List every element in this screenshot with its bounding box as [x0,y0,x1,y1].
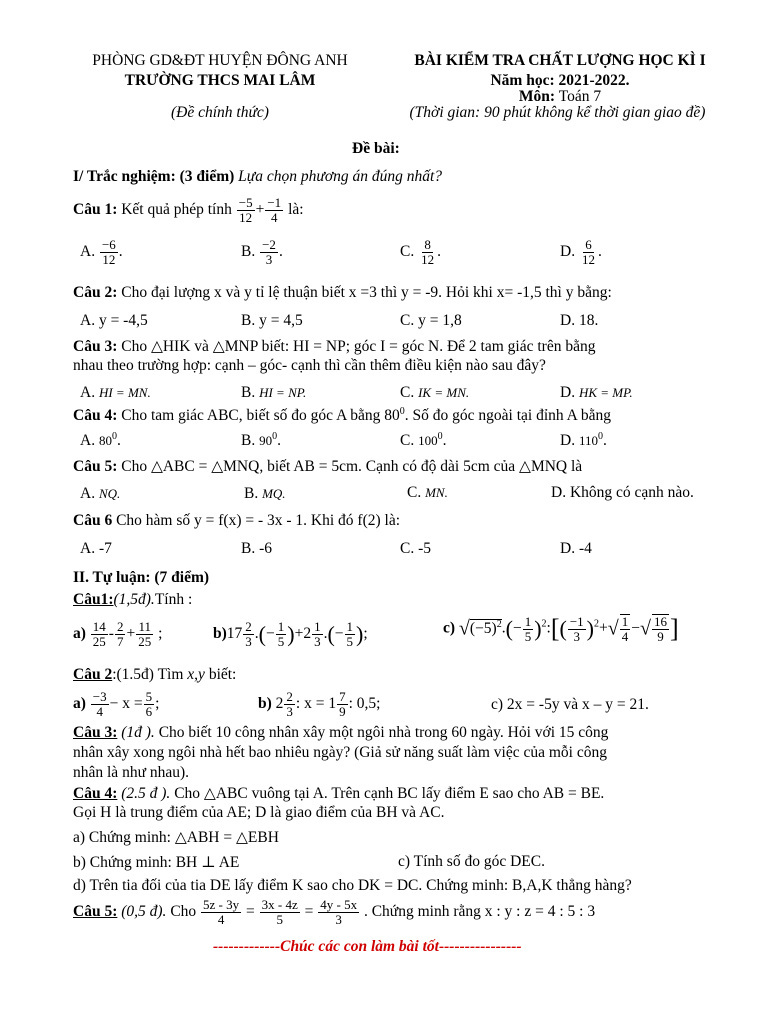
t5-text: Cho [170,903,197,921]
q1-label: Câu 1: [73,201,118,219]
question-3 [73,337,595,356]
t1-part-a: a) $\frac{14}{25}$ - $\frac{2}{7}$ + $\frac{11}{25}$ ; [73,619,163,649]
q4-label: Câu 4: [73,407,118,425]
q6-text: Cho hàm số y = f(x) = - 3x - 1. Khi đó f(2) là: [116,512,401,529]
q1-option-c: C. $\frac{8}{12}$ . [400,237,441,267]
t2-score: :(1.5đ) [112,666,154,683]
q2-option-c: C. y = 1,8 [400,312,462,329]
q3-text-2: nhau theo trường hợp: cạnh – góc- cạnh thì cần thêm điều kiện nào sau đây? [73,357,546,374]
department-name: PHÒNG GD&ĐT HUYỆN ĐÔNG ANH [92,52,348,69]
question-4 [73,406,611,425]
t1-text: Tính : [154,591,193,608]
t4-part-c: c) Tính số đo góc DEC. [398,853,545,870]
q6-option-a: A. -7 [80,540,112,557]
t3-text-3: nhân là như nhau). [73,764,190,781]
q5-text: Cho △ABC = △MNQ, biết AB = 5cm. Cạnh có độ dài 5cm của △MNQ là [121,458,583,475]
q3-option-b: B. HI = NP. [241,384,307,401]
q4-degree: 0 [399,406,405,417]
q4-text: Cho tam giác ABC, biết số đo góc A bằng 80 [121,407,400,425]
essay-5: Câu 5: (0,5 đ). Cho $\frac{5z - 3y}{4}$ = $\frac{3x - 4z}{5}$ = $\frac{4y - 5x}{3}$ . Chứng minh rằng x : y : z = 4 : 5 : 3 [73,897,596,927]
t5-label: Câu 5: [73,903,118,921]
t2-text-end: biết: [208,666,237,683]
q3-option-c: C. IK = MN. [400,384,470,401]
q1-option-d: D. $\frac{6}{12}$ . [560,237,602,267]
t4-label: Câu 4: [73,785,118,802]
q6-label: Câu 6 [73,512,113,529]
q5-option-b: B. MQ. [244,485,286,502]
question-1 [73,196,304,225]
exam-title: BÀI KIỂM TRA CHẤT LƯỢNG HỌC KÌ I [414,52,706,69]
official-label: (Đề chính thức) [171,104,269,121]
subject-value: Toán 7 [558,88,602,105]
q1-op: + [255,201,265,219]
q4-text-end: . Số đo góc ngoài tại đỉnh A bằng [404,407,612,425]
part1-title: I/ Trắc nghiệm: (3 điểm) [73,168,235,185]
q2-option-b: B. y = 4,5 [241,312,303,329]
q1-option-a: A. $\frac{-6}{12}$ . [80,237,123,267]
t4-part-b: b) Chứng minh: BH ⊥ AE [73,854,240,871]
q3-label: Câu 3: [73,338,118,355]
essay-1 [73,591,192,609]
q4-option-a: A. $80^0$. [80,431,121,450]
q5-label: Câu 5: [73,458,118,475]
t2-label: Câu 2 [73,666,113,683]
part1-instruction: Lựa chọn phương án đúng nhất? [238,168,443,185]
question-6 [73,512,400,530]
t4-text-1: Cho △ABC vuông tại A. Trên cạnh BC lấy điểm E sao cho AB = BE. [174,785,605,802]
t1-score: (1,5đ). [113,591,155,608]
t3-score: (1đ ). [121,724,155,741]
t2-vars: x,y [187,666,205,683]
t4-text-2: Gọi H là trung điểm của AE; D là giao điểm của BH và AC. [73,804,445,821]
t4-part-d: d) Trên tia đối của tia DE lấy điểm K sao cho DK = DC. Chứng minh: B,A,K thẳng hàng? [73,877,632,894]
essay-4 [73,784,604,803]
t2-part-a: a) $\frac{-3}{4}$ − x = $\frac{5}{6}$ ; [73,689,160,719]
q5-option-a: A. NQ. [80,485,121,502]
question-2 [73,284,612,302]
q1-text-end: là: [288,201,304,219]
t2-text: Tìm [157,666,184,683]
q3-option-d: D. HK = MP. [560,384,633,401]
q3-text-1: Cho △HIK và △MNP biết: HI = NP; góc I = góc N. Để 2 tam giác trên bằng [121,338,596,355]
t5-score: (0,5 đ). [121,903,167,921]
q5-option-d: D. Không có cạnh nào. [551,484,694,501]
t5-text-end: . Chứng minh rằng x : y : z = 4 : 5 : 3 [363,903,596,921]
q3-option-a: A. HI = MN. [80,384,151,401]
t1-label: Câu1: [73,591,114,608]
school-year: Năm học: 2021-2022. [490,72,630,89]
t3-text-2: nhân xây xong ngôi nhà hết bao nhiêu ngày? (Giả sử năng suất làm việc của mỗi công [73,744,607,761]
part1-heading [73,168,442,186]
q4-option-c: C. $100^0$. [400,431,447,450]
school-name: TRƯỜNG THCS MAI LÂM [124,72,316,89]
q4-option-b: B. $90^0$. [241,431,281,450]
t4-part-a: a) Chứng minh: △ABH = △EBH [73,829,279,846]
t3-label: Câu 3: [73,724,118,741]
q2-text: Cho đại lượng x và y tỉ lệ thuận biết x =3 thì y = -9. Hỏi khi x= -1,5 thì y bằng: [121,284,612,301]
t2-part-c: c) 2x = -5y và x – y = 21. [491,696,649,713]
q5-option-c: C. MN. [407,484,448,501]
q1-option-b: B. $\frac{-2}{3}$ . [241,237,283,267]
page-title: Đề bài: [352,140,400,157]
question-5 [73,457,582,476]
t1-part-c: c) $√(-5)^2.(-$ $\frac{1}{5}$ )$^2$:[( $\frac{-1}{3}$ )$^2$+√ $\frac{1}{4}$ −√ $\frac{16}{9}$ ] [443,613,679,644]
q2-option-a: A. y = -4,5 [80,312,148,329]
q2-label: Câu 2: [73,284,118,301]
closing-message: -------------Chúc các con làm bài tốt---------------- [213,938,522,955]
t2-part-b: b) 2 $\frac{2}{3}$ : x = 1 $\frac{7}{9}$ : 0,5; [258,689,381,719]
exam-time: (Thời gian: 90 phút không kể thời gian giao đề) [409,104,706,121]
t4-score: (2.5 đ ). [121,785,171,802]
q6-option-c: C. -5 [400,540,431,557]
t3-text-1: Cho biết 10 công nhân xây một ngôi nhà trong 60 ngày. Hỏi với 15 công [158,724,609,741]
q4-option-d: D. $110^0$. [560,431,607,450]
q6-option-b: B. -6 [241,540,272,557]
part2-heading: II. Tự luận: (7 điểm) [73,569,210,586]
q6-option-d: D. -4 [560,540,592,557]
q2-option-d: D. 18. [560,312,599,329]
subject-label: Môn: [518,88,556,105]
q1-frac-1: $\frac{-5}{12}$ [238,195,253,225]
essay-2 [73,666,236,684]
t1-part-b: b)17 $\frac{2}{3}$ .(− $\frac{1}{5}$ )+2 $\frac{1}{3}$ .(− $\frac{1}{5}$ ); [213,619,368,649]
essay-3 [73,724,608,742]
q1-frac-2: $\frac{-1}{4}$ [267,195,282,225]
q1-text: Kết quả phép tính [121,201,232,219]
